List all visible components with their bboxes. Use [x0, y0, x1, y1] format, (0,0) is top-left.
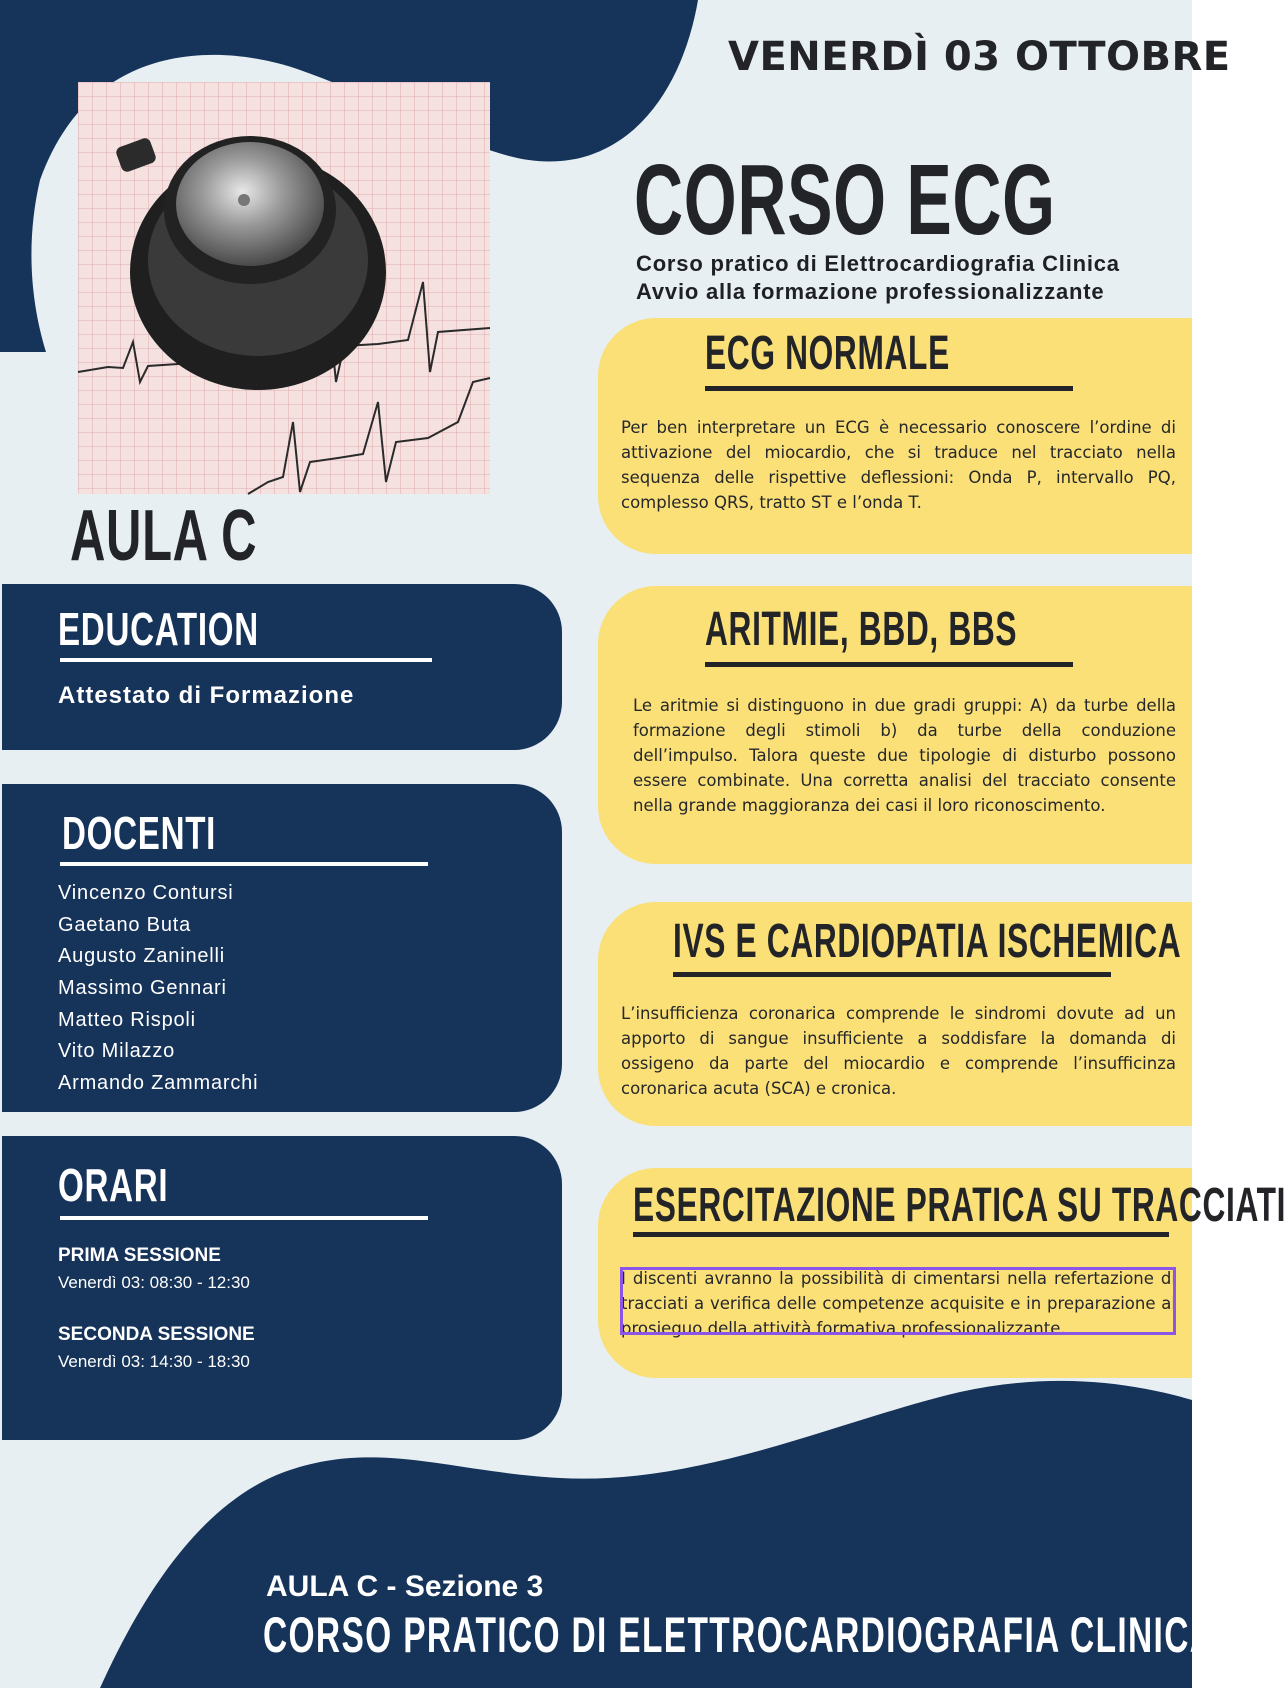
teacher-name: Vincenzo Contursi [58, 882, 234, 904]
topic-divider [705, 386, 1073, 391]
teacher-name: Vito Milazzo [58, 1040, 176, 1062]
text-selection-box[interactable] [620, 1267, 1176, 1335]
topic-text: Le aritmie si distinguono in due gradi gruppi: A) da turbe della formazione degli stimoli b) da turbe della conduzione dell’impulso. Talora queste due tipologie di disturbo possono essere combinate. Una corretta analisi del tracciato consente nella grande maggioranza dei casi il loro riconoscimento. [633, 696, 1176, 815]
education-divider [60, 658, 432, 662]
schedule-divider [60, 1216, 428, 1220]
teacher-name: Massimo Gennari [58, 977, 227, 999]
subtitle-line: Avvio alla formazione professionalizzante [636, 279, 1105, 304]
topic-divider [633, 1232, 1169, 1237]
teachers-title: DOCENTI [62, 807, 217, 859]
session-label: SECONDA SESSIONE [58, 1324, 255, 1345]
footer-section: AULA C - Sezione 3 [266, 1570, 544, 1603]
teacher-name: Matteo Rispoli [58, 1009, 196, 1031]
schedule-title: ORARI [58, 1159, 169, 1211]
education-subtitle: Attestato di Formazione [58, 682, 355, 709]
topic-divider [705, 662, 1073, 667]
topic-text: I discenti avranno la possibilità di cimentarsi nella refertazione di tracciati a verifica delle competenze acquisite e in preparazione al prosieguo della attività formativa professionalizzante. [621, 1269, 1176, 1338]
session-time: Venerdì 03: 08:30 - 12:30 [58, 1273, 250, 1292]
topic-text: Per ben interpretare un ECG è necessario conoscere l’ordine di attivazione del miocardio, che si traduce nel tracciato nella sequenza delle rispettive deflessioni: Onda P, intervallo PQ, complesso QRS, tratto ST e l’onda T. [621, 418, 1176, 512]
teachers-divider [60, 862, 428, 866]
teacher-name: Armando Zammarchi [58, 1072, 259, 1094]
footer-title: CORSO PRATICO DI ELETTROCARDIOGRAFIA CLINICA [263, 1607, 1216, 1663]
session-label: PRIMA SESSIONE [58, 1245, 221, 1266]
stethoscope-icon [78, 82, 490, 494]
room-label: AULA C [70, 496, 258, 576]
teacher-name: Augusto Zaninelli [58, 945, 226, 967]
topic-text: L’insufficienza coronarica comprende le sindromi dovute ad un apporto di sangue insufficiente a soddisfare la domanda di ossigeno da parte del miocardio e comprende l’insufficinza coronarica acuta (SCA) e cronica. [621, 1004, 1176, 1098]
stethoscope-photo [78, 82, 490, 494]
topic-title: ARITMIE, BBD, BBS [705, 603, 1018, 656]
page-title: CORSO ECG [634, 144, 1056, 256]
topic-title: IVS E CARDIOPATIA ISCHEMICA [673, 915, 1182, 968]
education-title: EDUCATION [58, 603, 259, 655]
topic-title: ECG NORMALE [705, 327, 950, 380]
session-time: Venerdì 03: 14:30 - 18:30 [58, 1352, 250, 1371]
topic-title: ESERCITAZIONE PRATICA SU TRACCIATI [633, 1179, 1286, 1232]
teacher-name: Gaetano Buta [58, 914, 192, 936]
subtitle-line: Corso pratico di Elettrocardiografia Clinica [636, 251, 1120, 276]
page-subtitle [636, 250, 1120, 306]
topic-divider [673, 972, 1111, 977]
event-date: VENERDÌ 03 OTTOBRE [728, 34, 1231, 80]
